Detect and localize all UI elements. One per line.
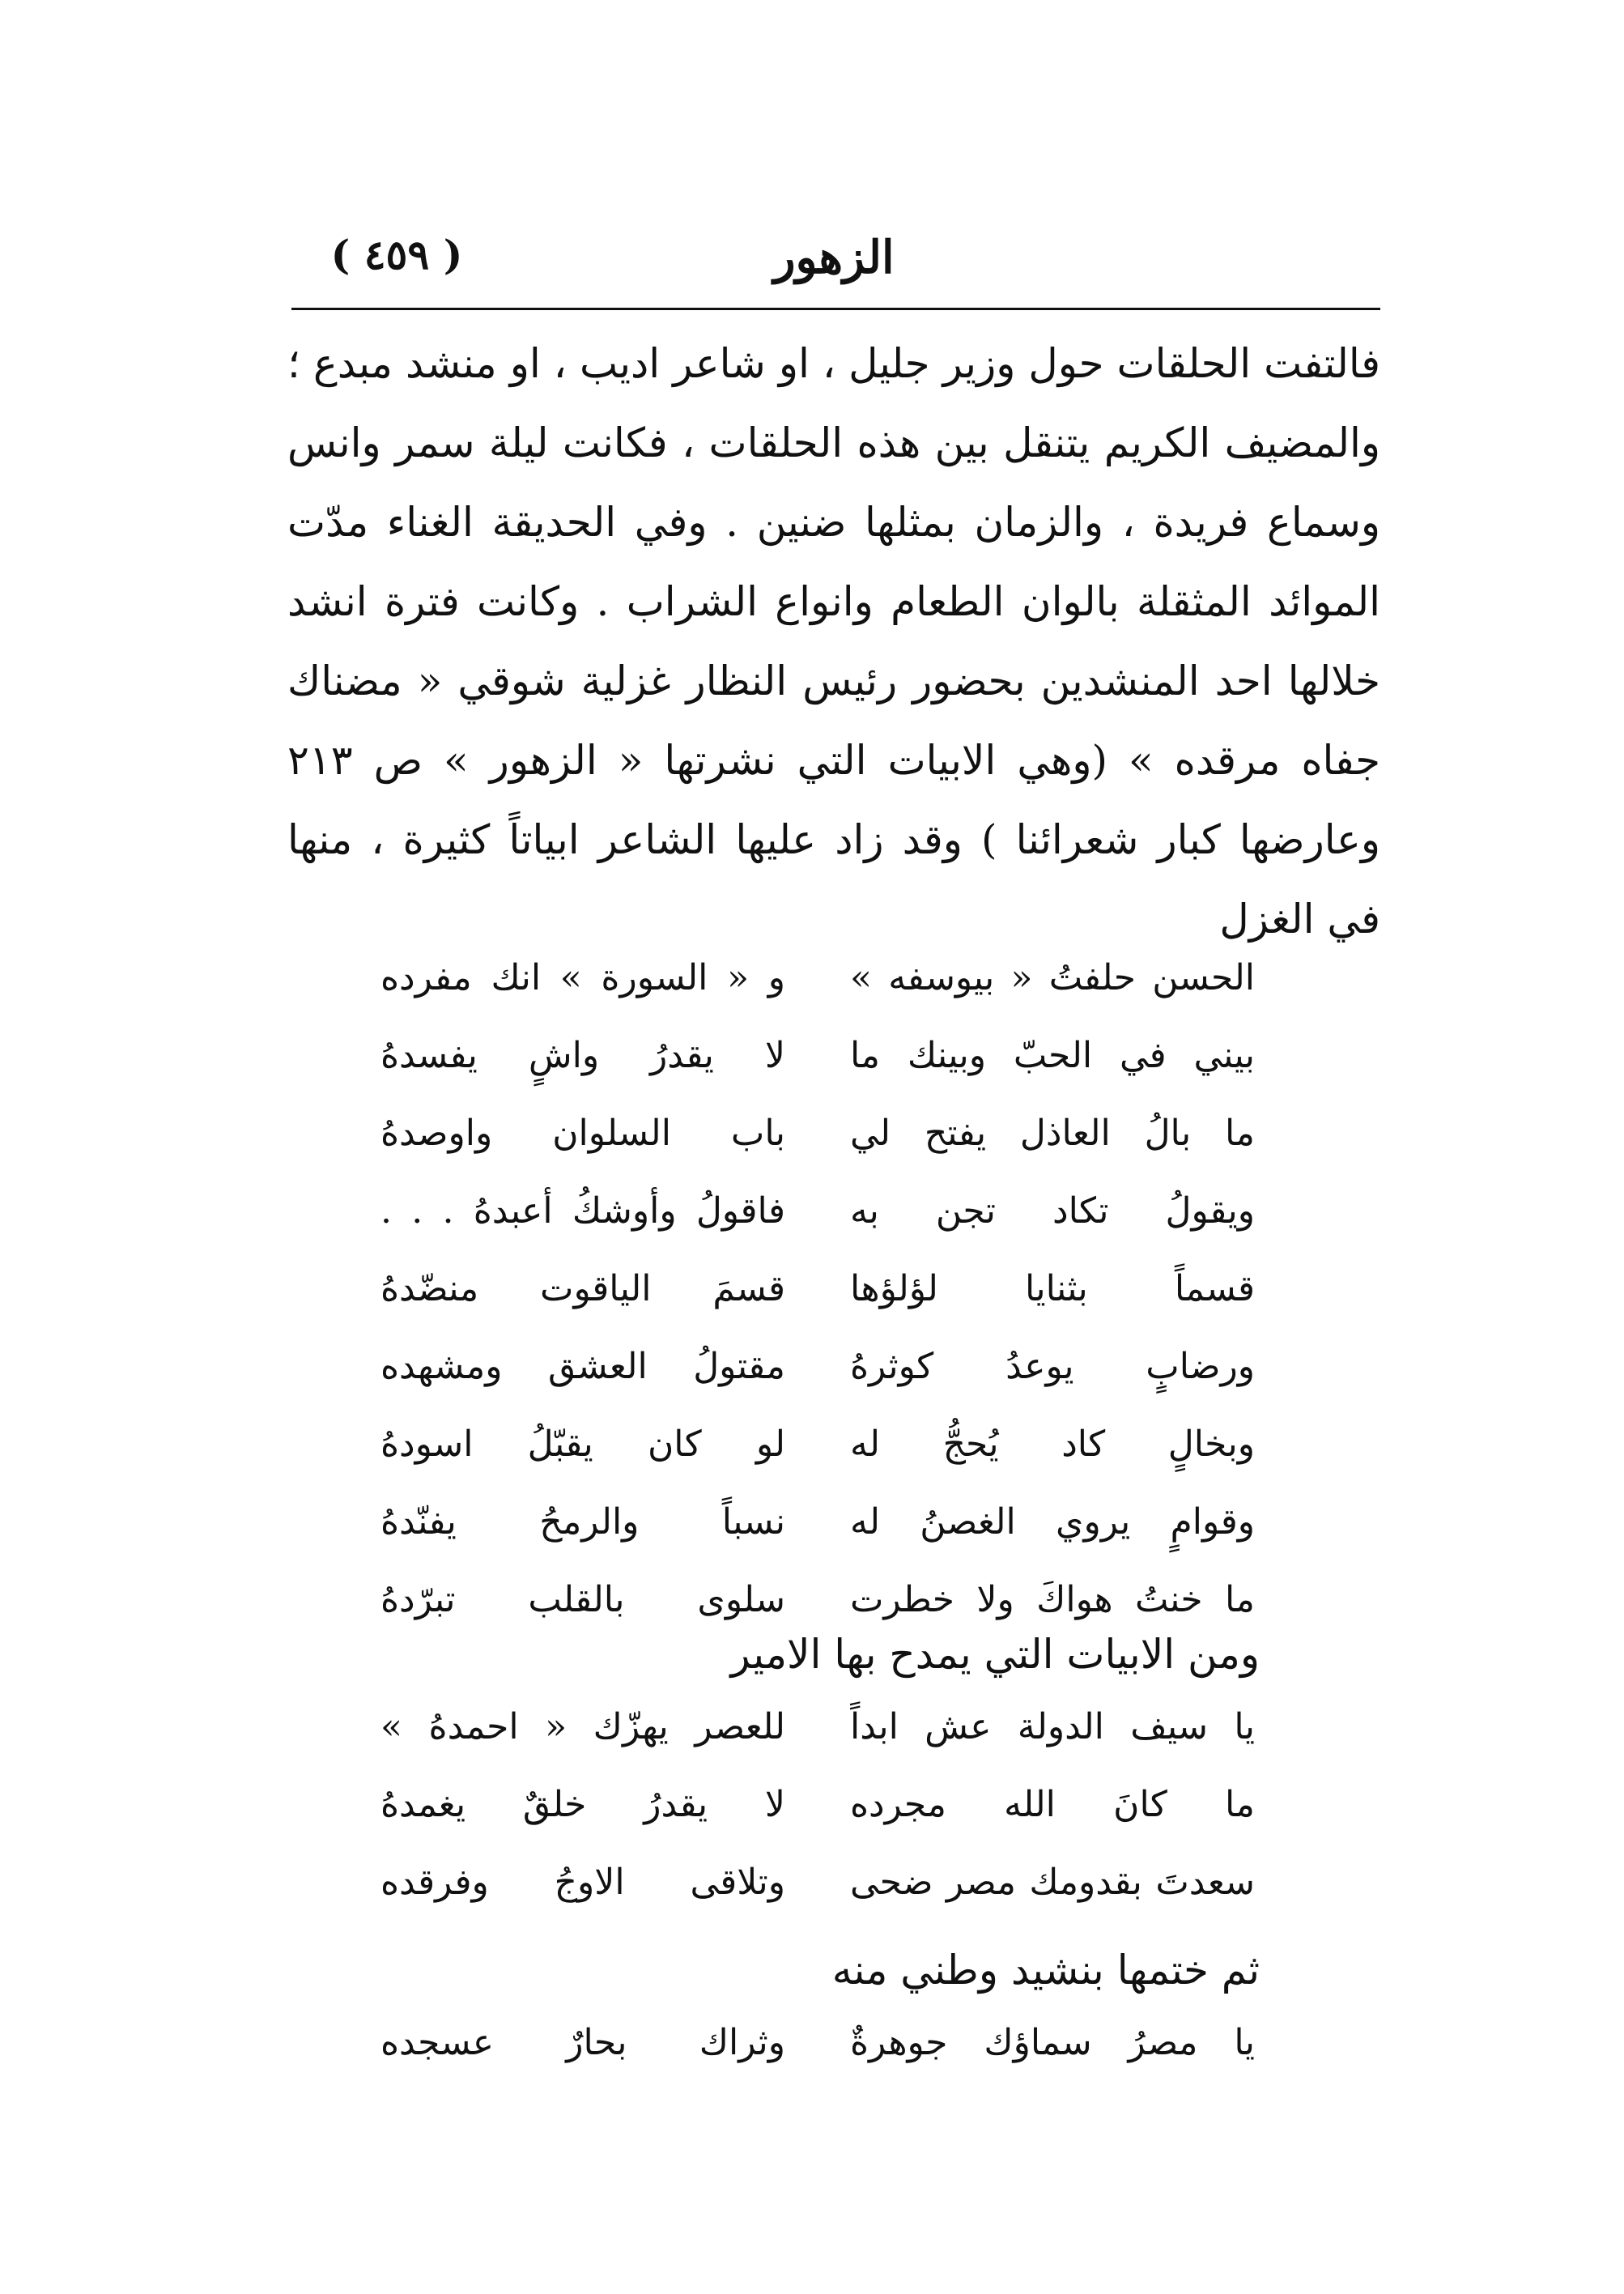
verse — [380, 1766, 1255, 1844]
second-hemistich: لا يقدرُ خلقٌ يغمدهُ — [380, 1784, 785, 1825]
closing-intro: ثم ختمها بنشيد وطني منه — [831, 1947, 1260, 1994]
verse — [380, 1173, 1255, 1250]
first-hemistich: ورضابٍ يوعدُ كوثرهُ — [850, 1346, 1255, 1387]
verse — [380, 1017, 1255, 1095]
header-rule — [291, 308, 1380, 310]
first-hemistich: وقوامٍ يروي الغصنُ له — [850, 1501, 1255, 1543]
first-hemistich: الحسن حلفتُ « بيوسفه » — [850, 957, 1255, 998]
verse — [380, 939, 1255, 1017]
verse — [380, 1250, 1255, 1328]
prose-paragraph — [287, 324, 1380, 959]
second-hemistich: للعصر يهزّك « احمدهُ » — [380, 1706, 785, 1747]
first-hemistich: سعدتَ بقدومك مصر ضحى — [850, 1862, 1255, 1903]
verse — [380, 1095, 1255, 1173]
second-hemistich: لو كان يقبّلُ اسودهُ — [380, 1424, 785, 1465]
second-hemistich: لا يقدرُ واشٍ يفسدهُ — [380, 1035, 785, 1076]
second-hemistich: وثراك بحارٌ عسجده — [380, 2022, 785, 2063]
second-hemistich: سلوى بالقلب تبرّدهُ — [380, 1579, 785, 1620]
second-hemistich: و « السورة » انك مفرده — [380, 957, 785, 998]
second-hemistich: وتلاقى الاوجُ وفرقده — [380, 1862, 785, 1903]
paragraph-text: فالتفت الحلقات حول وزير جليل ، او شاعر اديب ، او منشد مبدع ؛ والمضيف الكريم يتنقل بين هذه الحلقات ، فكانت ليلة سمر وانس وسماع فريدة ، والزمان بمثلها ضنين . وفي الحديقة الغناء مدّت الموائد المثقلة بالوان الطعام وانواع الشراب . وكانت فترة انشد خلالها احد المنشدين بحضور رئيس النظار غزلية شوقي « مضناك جفاه مرقده » (وهي الابيات التي نشرتها « الزهور » ص ٢١٣ وعارضها كبار شعرائنا ) وقد زاد عليها الشاعر ابياتاً كثيرة ، منها في الغزل — [287, 340, 1380, 943]
first-hemistich: ما كانَ الله مجرده — [850, 1784, 1255, 1825]
poem-ghazal — [380, 939, 1255, 1639]
verse — [380, 1328, 1255, 1406]
first-hemistich: يا مصرُ سماؤك جوهرةٌ — [850, 2022, 1255, 2063]
second-hemistich: مقتولُ العشق ومشهده — [380, 1346, 785, 1387]
first-hemistich: وبخالٍ كاد يُحجُّ له — [850, 1424, 1255, 1465]
second-hemistich: نسباً والرمحُ يفنّدهُ — [380, 1501, 785, 1543]
first-hemistich: قسماً بثنايا لؤلؤها — [850, 1268, 1255, 1309]
first-hemistich: ما بالُ العاذل يفتح لي — [850, 1113, 1255, 1154]
verse — [380, 1483, 1255, 1561]
poem-closing — [380, 2004, 1255, 2082]
first-hemistich: ويقولُ تكاد تجن به — [850, 1190, 1255, 1232]
second-hemistich: قسمَ الياقوت منضّدهُ — [380, 1268, 785, 1309]
praise-intro: ومن الابيات التي يمدح بها الامير — [730, 1631, 1260, 1678]
verse — [380, 1844, 1255, 1922]
first-hemistich: يا سيف الدولة عش ابداً — [850, 1706, 1255, 1747]
running-title: الزهور — [773, 231, 895, 284]
second-hemistich: فاقولُ وأوشكُ أعبدهُ . . . — [380, 1190, 785, 1232]
page-header — [291, 231, 1344, 296]
verse — [380, 1688, 1255, 1766]
first-hemistich: بيني في الحبّ وبينك ما — [850, 1035, 1255, 1076]
page-number: ( ٤٥٩ ) — [330, 231, 463, 279]
verse — [380, 2004, 1255, 2082]
poem-praise — [380, 1688, 1255, 1922]
second-hemistich: باب السلوان واوصدهُ — [380, 1113, 785, 1154]
first-hemistich: ما خنتُ هواكَ ولا خطرت — [850, 1579, 1255, 1620]
verse — [380, 1406, 1255, 1483]
